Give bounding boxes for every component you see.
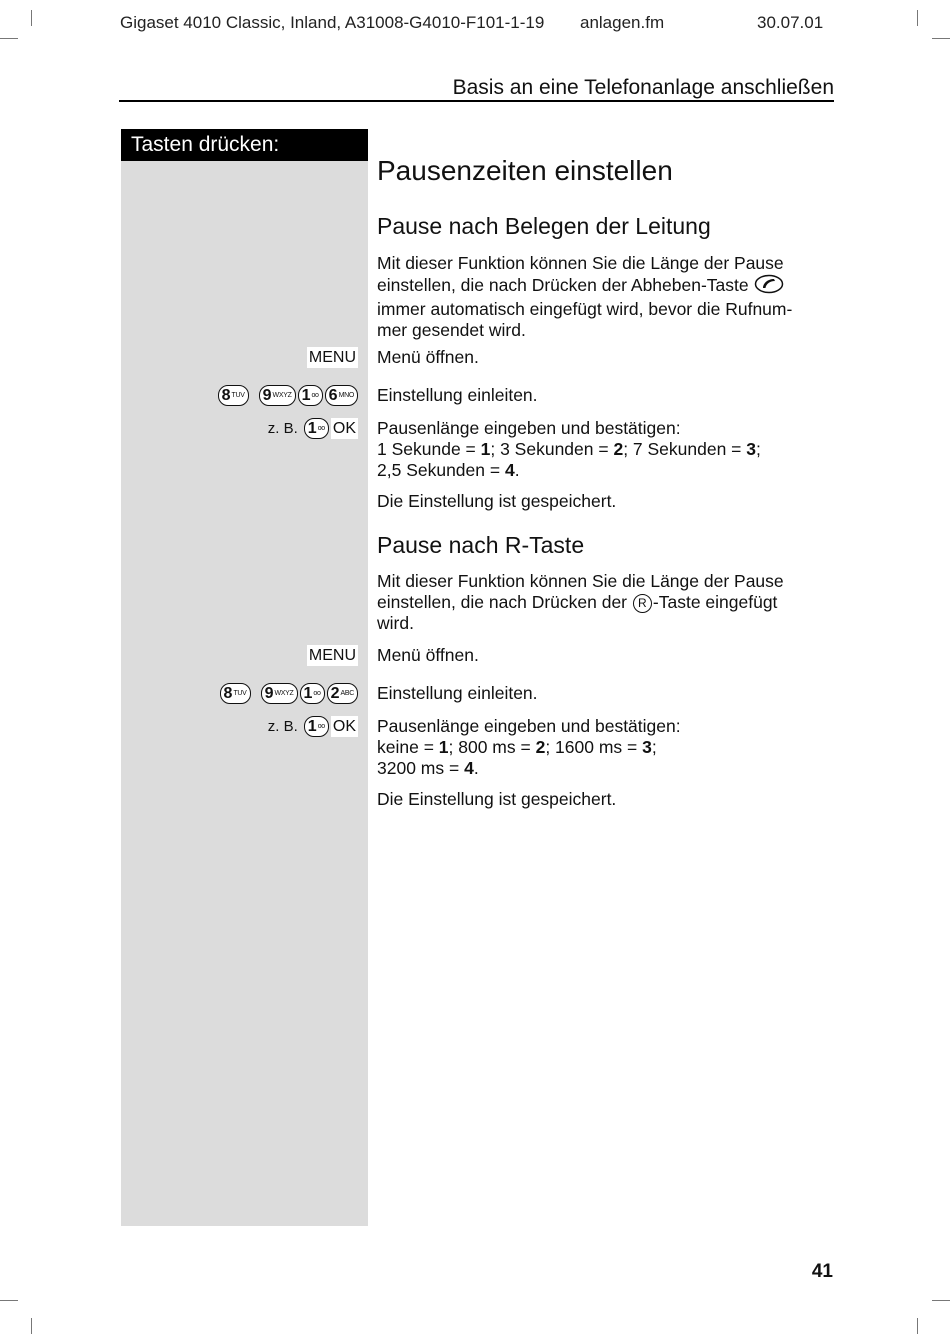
r-key-icon: R [633, 594, 652, 613]
sec1-step3-line: Pausenlänge eingeben und bestätigen: [377, 418, 681, 438]
sec1-step2-text: Einstellung einleiten. [377, 385, 538, 405]
crop-mark [932, 1300, 950, 1301]
key-6[interactable]: 6 MNO [325, 385, 358, 406]
sec2-step3-line: 3200 ms = 4. [377, 758, 479, 778]
sec1-step3-line: 1 Sekunde = 1; 3 Sekunden = 2; 7 Sekunden = 3; [377, 439, 761, 459]
crop-mark [31, 10, 32, 26]
menu-key[interactable]: MENU [308, 647, 356, 664]
sec1-intro-line: Mit dieser Funktion können Sie die Länge der Pause [377, 253, 784, 273]
sec1-step3-text [377, 418, 837, 481]
sec1-step3-keys [268, 418, 358, 439]
handset-key-icon [754, 274, 784, 299]
key-1[interactable]: 1 oo [304, 418, 329, 439]
crop-mark [932, 38, 950, 39]
sec2-intro-line: Mit dieser Funktion können Sie die Länge der Pause [377, 571, 784, 591]
sec2-step3-line: keine = 1; 800 ms = 2; 1600 ms = 3; [377, 737, 657, 757]
ok-key[interactable]: OK [332, 420, 356, 437]
sec1-intro-line [377, 274, 837, 299]
crop-mark [0, 38, 18, 39]
sec1-intro [377, 253, 837, 341]
sec2-step1-keys [307, 645, 358, 666]
sec1-heading: Pause nach Belegen der Leitung [377, 213, 711, 239]
key-1[interactable]: 1 oo [300, 683, 325, 704]
main-title: Pausenzeiten einstellen [377, 155, 673, 186]
sec1-step3-line: 2,5 Sekunden = 4. [377, 460, 520, 480]
sec2-step3-keys [268, 716, 358, 737]
sec1-step1-keys [307, 347, 358, 368]
key-8[interactable]: 8 TUV [220, 683, 251, 704]
crop-mark [917, 10, 918, 26]
page-number: 41 [811, 1261, 833, 1282]
key-9[interactable]: 9 WXYZ [261, 683, 298, 704]
sec2-saved: Die Einstellung ist gespeichert. [377, 789, 617, 809]
key-1[interactable]: 1 oo [304, 716, 329, 737]
example-prefix: z. B. [267, 420, 298, 437]
sec2-heading: Pause nach R-Taste [377, 532, 585, 558]
sec2-step3-text [377, 716, 837, 779]
header-file: anlagen.fm [580, 13, 665, 32]
example-prefix: z. B. [267, 718, 298, 735]
sec1-intro-text: einstellen, die nach Drücken der Abheben-Taste [377, 275, 749, 296]
sec1-intro-line: mer gesendet wird. [377, 320, 526, 340]
crop-mark [917, 1318, 918, 1334]
left-column-header: Tasten drücken: [121, 129, 368, 161]
section-title: Basis an eine Telefonanlage anschließen [452, 76, 834, 99]
sec2-intro [377, 571, 837, 634]
sec1-saved: Die Einstellung ist gespeichert. [377, 491, 617, 511]
sec2-step2-text: Einstellung einleiten. [377, 683, 538, 703]
sec1-intro-line: immer automatisch eingefügt wird, bevor die Rufnum- [377, 299, 793, 319]
sec1-step2-keys [218, 385, 358, 406]
key-2[interactable]: 2 ABC [327, 683, 358, 704]
header-doc-ref: Gigaset 4010 Classic, Inland, A31008-G4010-F101-1-19 [120, 13, 545, 32]
key-8[interactable]: 8 TUV [218, 385, 249, 406]
header-rule [119, 100, 834, 102]
key-9[interactable]: 9 WXYZ [259, 385, 296, 406]
sec2-step3-line: Pausenlänge eingeben und bestätigen: [377, 716, 681, 736]
header-date: 30.07.01 [757, 13, 824, 32]
sec2-intro-line: wird. [377, 613, 414, 633]
key-1[interactable]: 1 oo [298, 385, 323, 406]
sec1-step1-text: Menü öffnen. [377, 347, 479, 367]
menu-key[interactable]: MENU [308, 349, 356, 366]
sec2-step2-keys [220, 683, 358, 704]
ok-key[interactable]: OK [332, 718, 356, 735]
crop-mark [31, 1318, 32, 1334]
crop-mark [0, 1300, 18, 1301]
sec2-intro-line: einstellen, die nach Drücken der R -Taste eingefügt [377, 592, 778, 612]
sec2-step1-text: Menü öffnen. [377, 645, 479, 665]
